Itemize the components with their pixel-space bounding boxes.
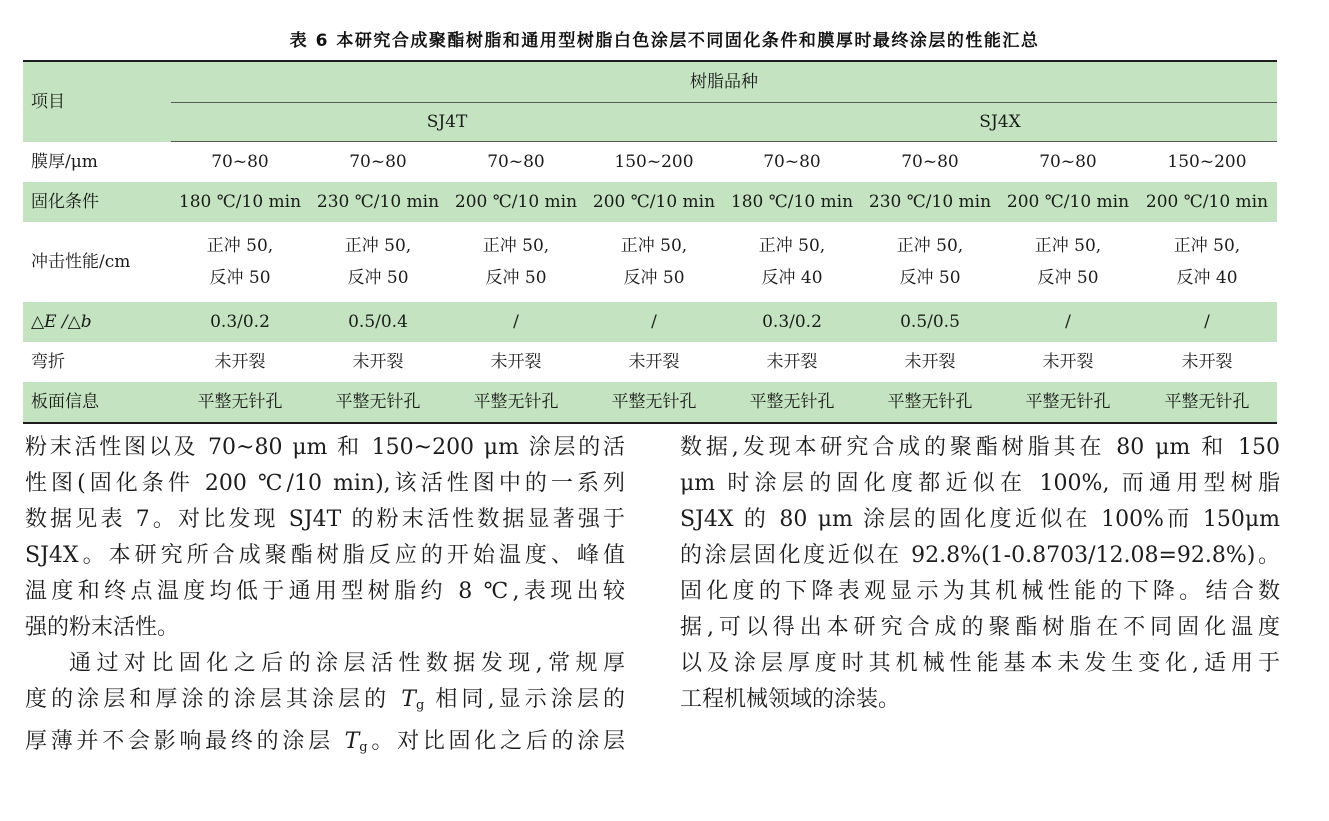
table-cell: 未开裂 <box>628 352 680 372</box>
cell-line: 反冲 50 <box>623 268 685 288</box>
table-cell: 平整无针孔 <box>585 382 723 423</box>
table-cell: 未开裂 <box>1181 352 1233 372</box>
table-cell: / <box>585 302 723 342</box>
text-line: 的涂层固化度近似在 92.8%(1-0.8703/12.08=92.8%)。 <box>680 543 1280 568</box>
cell-line: 反冲 40 <box>1176 268 1238 288</box>
row-label: 冲击性能/cm <box>31 252 131 272</box>
table-cell: 0.5/0.4 <box>309 302 447 342</box>
table-row-curing <box>23 182 1277 222</box>
body-paragraph <box>680 430 1280 718</box>
table-cell <box>861 222 999 302</box>
table-cell: / <box>999 302 1137 342</box>
table-cell <box>447 222 585 302</box>
header-resin-sj4t: SJ4T <box>171 103 723 142</box>
table-cell: 230 ℃/10 min <box>861 182 999 222</box>
table-caption: 表 6 本研究合成聚酯树脂和通用型树脂白色涂层不同固化条件和膜厚时最终涂层的性能汇总 <box>289 31 1040 51</box>
row-label: 膜厚/μm <box>31 151 98 172</box>
table-cell: 0.3/0.2 <box>723 302 861 342</box>
table-cell: 180 ℃/10 min <box>723 182 861 222</box>
header-resin-sj4x: SJ4X <box>723 103 1277 142</box>
header-row-1 <box>23 61 1277 103</box>
body-paragraph <box>25 430 625 646</box>
body-right-column <box>680 430 1280 718</box>
table-cell: 未开裂 <box>1042 352 1094 372</box>
text-line: 粉末活性图以及 70~80 μm 和 150~200 μm 涂层的活 <box>25 435 625 460</box>
table-cell <box>723 222 861 302</box>
cell-line: 正冲 50, <box>482 236 550 256</box>
cell-line: 正冲 50, <box>344 236 412 256</box>
text-line: 强的粉末活性。 <box>25 615 180 640</box>
table-cell <box>585 222 723 302</box>
text-line: 数据,发现本研究合成的聚酯树脂其在 80 μm 和 150 <box>680 435 1280 460</box>
text-line <box>25 682 625 724</box>
body-left-column <box>25 430 625 766</box>
text-line: 据,可以得出本研究合成的聚酯树脂在不同固化温度 <box>680 615 1280 640</box>
table-row-delta <box>23 302 1277 342</box>
table-cell: 未开裂 <box>766 352 818 372</box>
cell-line: 正冲 50, <box>1034 236 1102 256</box>
header-group: 树脂品种 <box>171 61 1277 103</box>
row-label: 固化条件 <box>23 182 171 222</box>
header-row-2 <box>23 103 1277 142</box>
text-line: 通过对比固化之后的涂层活性数据发现,常规厚 <box>69 651 625 676</box>
text-fragment: 厚薄并不会影响最终的涂层 <box>25 729 345 754</box>
text-fragment: 。对比固化之后的涂层 <box>367 729 625 754</box>
table-row-surface <box>23 382 1277 423</box>
table-cell: 平整无针孔 <box>1137 382 1277 423</box>
table-cell: 200 ℃/10 min <box>447 182 585 222</box>
table-cell: 200 ℃/10 min <box>999 182 1137 222</box>
table-cell: 平整无针孔 <box>723 382 861 423</box>
text-line: 以及涂层厚度时其机械性能基本未发生变化,适用于 <box>680 651 1280 676</box>
text-fragment: 相同,显示涂层的 <box>424 687 625 712</box>
table-cell: 平整无针孔 <box>861 382 999 423</box>
table-cell <box>999 222 1137 302</box>
row-label: △E /△b <box>23 302 171 342</box>
table-cell: 平整无针孔 <box>447 382 585 423</box>
table-cell: 150~200 <box>1167 152 1247 172</box>
tg-subscript: g <box>415 698 425 713</box>
table-cell: 未开裂 <box>490 352 542 372</box>
table-row-bending <box>23 342 1277 382</box>
table-cell: / <box>1137 302 1277 342</box>
text-line <box>25 724 625 766</box>
table-cell: 70~80 <box>487 152 545 172</box>
table-cell <box>1137 222 1277 302</box>
table-cell: 200 ℃/10 min <box>585 182 723 222</box>
table-cell: 未开裂 <box>904 352 956 372</box>
text-line: 固化度的下降表观显示为其机械性能的下降。结合数 <box>680 579 1280 604</box>
table-cell: 180 ℃/10 min <box>171 182 309 222</box>
table-cell: 0.5/0.5 <box>861 302 999 342</box>
body-paragraph <box>25 646 625 766</box>
text-line: 性图(固化条件 200 ℃/10 min),该活性图中的一系列 <box>25 471 625 496</box>
cell-line: 反冲 50 <box>1037 268 1099 288</box>
row-label: 板面信息 <box>23 382 171 423</box>
row-label: 弯折 <box>31 352 65 372</box>
table-cell: 70~80 <box>763 152 821 172</box>
table-cell: 平整无针孔 <box>171 382 309 423</box>
header-item: 项目 <box>23 61 171 142</box>
text-line: 温度和终点温度均低于通用型树脂约 8 ℃,表现出较 <box>25 579 625 604</box>
cell-line: 正冲 50, <box>1173 236 1241 256</box>
table-cell: 未开裂 <box>214 352 266 372</box>
table-cell <box>171 222 309 302</box>
tg-symbol: T <box>401 687 416 712</box>
cell-line: 正冲 50, <box>896 236 964 256</box>
table-cell: 70~80 <box>349 152 407 172</box>
table-cell: 平整无针孔 <box>309 382 447 423</box>
text-fragment: 度的涂层和厚涂的涂层其涂层的 <box>25 687 402 712</box>
table-cell: 150~200 <box>614 152 694 172</box>
cell-line: 正冲 50, <box>206 236 274 256</box>
text-line: SJ4X。本研究所合成聚酯树脂反应的开始温度、峰值 <box>25 543 625 568</box>
table-cell: 70~80 <box>1039 152 1097 172</box>
properties-table <box>23 60 1277 424</box>
text-line: μm 时涂层的固化度都近似在 100%, 而通用型树脂 <box>680 471 1280 496</box>
tg-symbol: T <box>344 729 360 754</box>
tg-subscript: g <box>359 740 368 755</box>
text-line: 数据见表 7。对比发现 SJ4T 的粉末活性数据显著强于 <box>25 507 625 532</box>
table-cell: 200 ℃/10 min <box>1137 182 1277 222</box>
table-cell: 0.3/0.2 <box>171 302 309 342</box>
table-cell: 平整无针孔 <box>999 382 1137 423</box>
cell-line: 正冲 50, <box>620 236 688 256</box>
table-cell <box>309 222 447 302</box>
cell-line: 反冲 40 <box>761 268 823 288</box>
cell-line: 反冲 50 <box>209 268 271 288</box>
table-cell: 230 ℃/10 min <box>309 182 447 222</box>
text-line: 工程机械领域的涂装。 <box>680 687 901 712</box>
cell-line: 反冲 50 <box>347 268 409 288</box>
table-cell: / <box>447 302 585 342</box>
cell-line: 反冲 50 <box>485 268 547 288</box>
table-cell: 70~80 <box>901 152 959 172</box>
table-row-thickness <box>23 142 1277 183</box>
table-cell: 70~80 <box>211 152 269 172</box>
table-cell: 未开裂 <box>352 352 404 372</box>
cell-line: 反冲 50 <box>899 268 961 288</box>
cell-line: 正冲 50, <box>758 236 826 256</box>
table-row-impact <box>23 222 1277 302</box>
text-line: SJ4X 的 80 μm 涂层的固化度近似在 100%而 150μm <box>680 507 1280 532</box>
